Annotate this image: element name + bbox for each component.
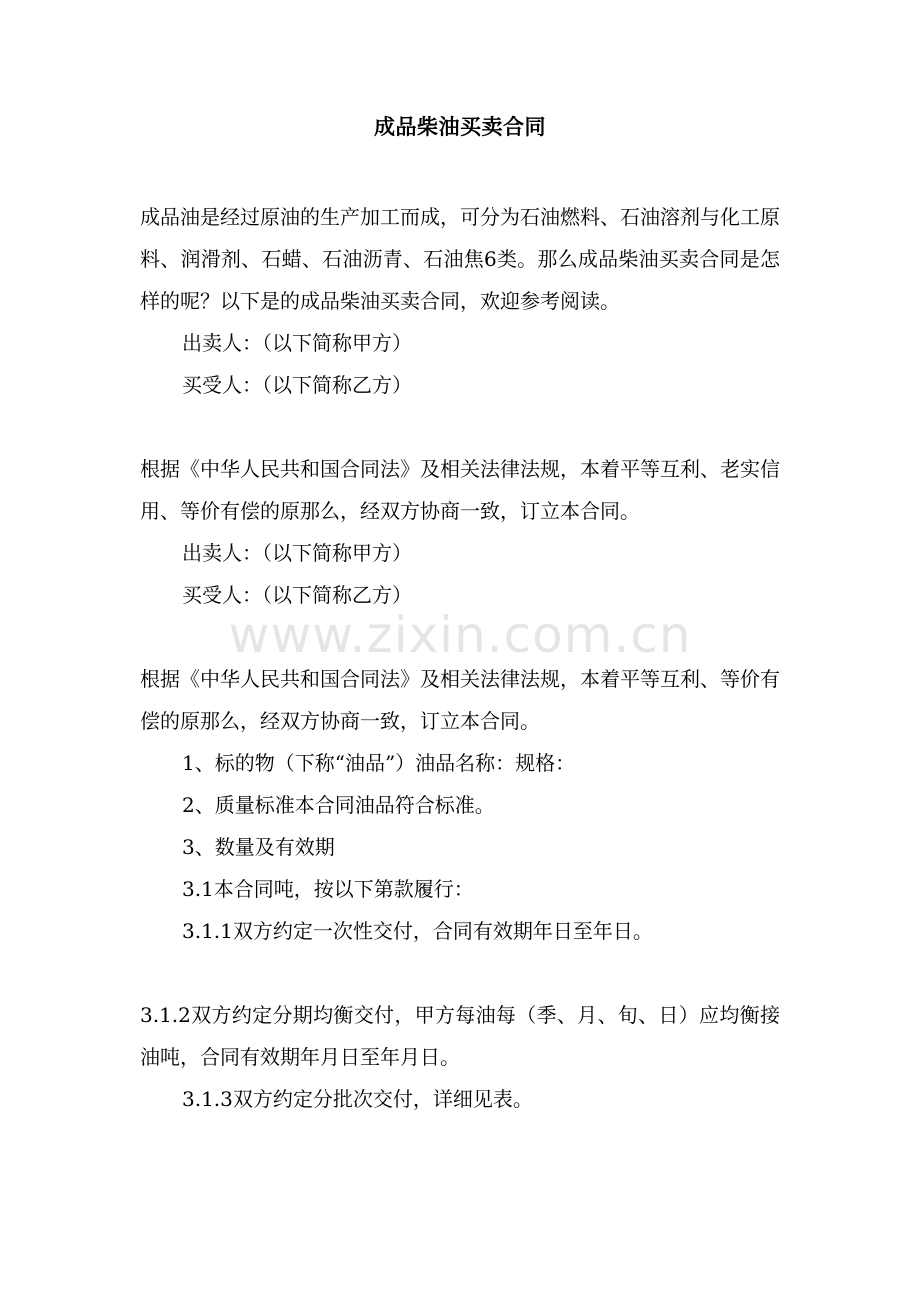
buyer-line: 买受人：（以下简称乙方） xyxy=(182,373,412,397)
clause-3: 3、数量及有效期 xyxy=(182,835,335,859)
seller-line: 出卖人：（以下简称甲方） xyxy=(182,541,412,565)
watermark: www.zixin.com.cn xyxy=(228,606,692,664)
clause-3-1-2: 3.1.2双方约定分期均衡交付，甲方每油每（季、月、旬、日）应均衡接油吨，合同有效期年月日至年月日。 xyxy=(140,1003,780,1069)
legal-basis-paragraph: 根据《中华人民共和国合同法》及相关法律法规，本着平等互利、老实信用、等价有偿的原那么，经双方协商一致，订立本合同。 xyxy=(140,457,780,523)
clause-3-1: 3.1本合同吨，按以下第款履行： xyxy=(182,877,474,901)
seller-line: 出卖人：（以下简称甲方） xyxy=(182,331,412,355)
clause-3-1-1: 3.1.1双方约定一次性交付，合同有效期年日至年日。 xyxy=(182,919,653,943)
clause-3-1-3: 3.1.3双方约定分批次交付，详细见表。 xyxy=(182,1087,533,1111)
document-body xyxy=(140,196,780,1120)
legal-basis-paragraph: 根据《中华人民共和国合同法》及相关法律法规，本着平等互利、等价有偿的原那么，经双方协商一致，订立本合同。 xyxy=(140,667,780,733)
clause-1: 1、标的物（下称“油品”）油品名称：规格： xyxy=(182,751,576,775)
clause-2: 2、质量标准本合同油品符合标准。 xyxy=(182,793,495,817)
document-title: 成品柴油买卖合同 xyxy=(374,115,546,139)
buyer-line: 买受人：（以下简称乙方） xyxy=(182,583,412,607)
intro-paragraph: 成品油是经过原油的生产加工而成，可分为石油燃料、石油溶剂与化工原料、润滑剂、石蜡、石油沥青、石油焦6类。那么成品柴油买卖合同是怎样的呢？以下是的成品柴油买卖合同，欢迎参考阅读。 xyxy=(140,205,780,313)
